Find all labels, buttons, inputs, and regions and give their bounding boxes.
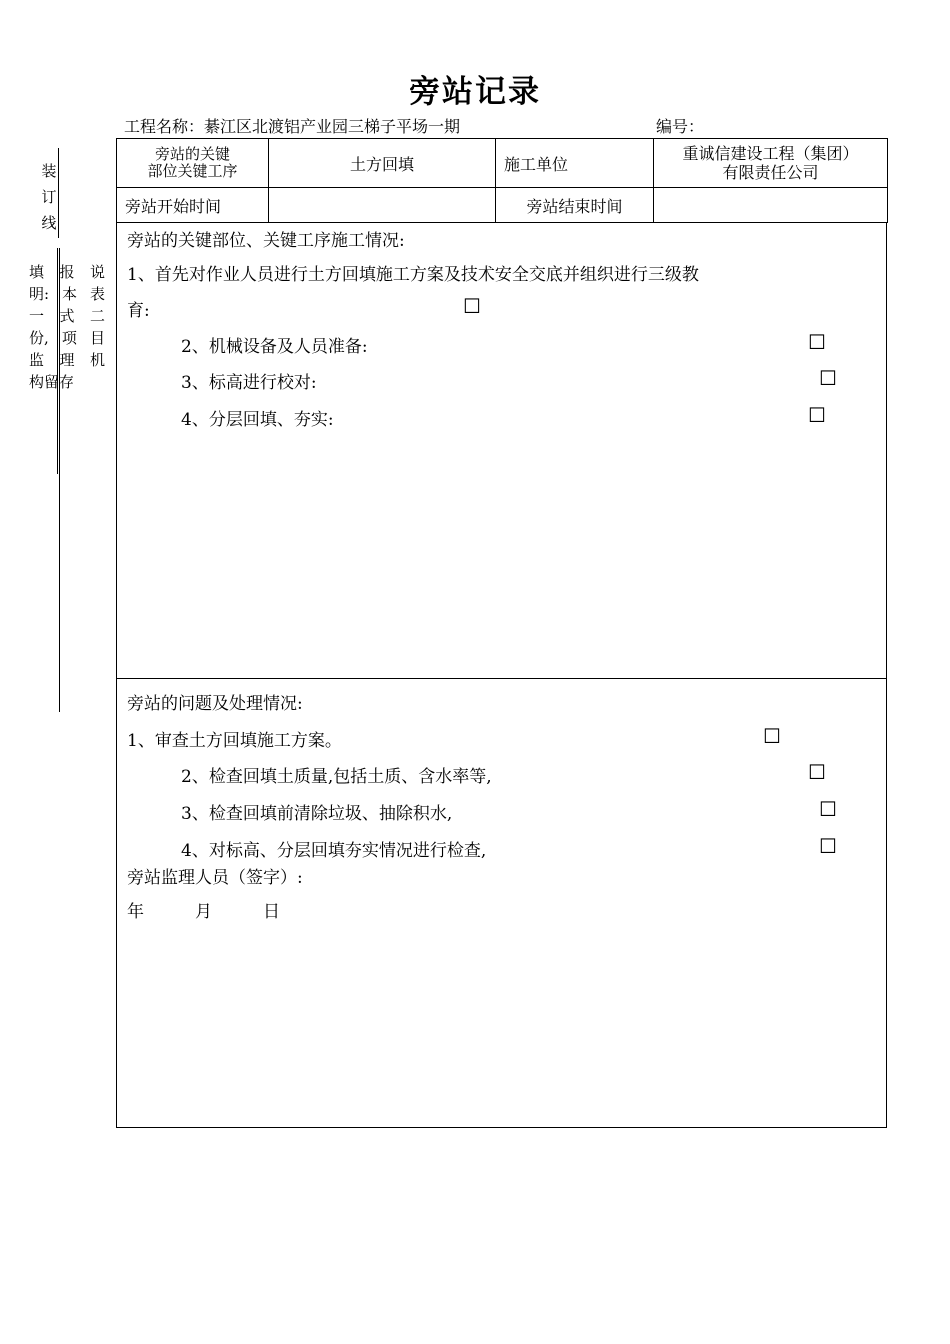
record-number-label: 编号： [656,117,705,136]
note-char: 一 [29,307,45,325]
checkbox-check3[interactable]: ☐ [819,797,837,821]
note-char: 理 [59,351,75,369]
end-time-value[interactable] [654,188,888,223]
binding-line-label [40,160,58,238]
section1-heading: 旁站的关键部位、关键工序施工情况: [127,231,405,251]
note-char: 机 [89,351,105,369]
note-char: 存 [59,373,75,391]
project-name-label: 工程名称： [124,117,205,136]
note-char: 留 [44,373,60,391]
header-table [116,138,888,223]
supervisor-signature-label: 旁站监理人员（签字）: [127,868,303,888]
problems-handling-section [116,678,887,1128]
note-char: 项 [61,329,77,347]
checkbox-check1[interactable]: ☐ [763,724,781,748]
note-char: 二 [89,307,105,325]
note-char: 式 [59,307,75,325]
date-day-label: 日 [263,902,280,922]
checkbox-check4[interactable]: ☐ [819,834,837,858]
note-char: 份, [29,329,49,347]
contractor-value[interactable]: 重诚信建设工程（集团） 有限责任公司 [654,139,888,188]
checkbox-item3[interactable]: ☐ [819,366,837,390]
date-month-label: 月 [195,902,212,922]
construction-status-section [116,222,887,679]
checkbox-item1[interactable]: ☐ [463,294,481,318]
start-time-label: 旁站开始时间 [117,188,269,223]
note-char: 表 [89,285,105,303]
section1-item2: 2、机械设备及人员准备: [181,337,368,357]
section1-item1-cont: 育: [127,301,150,321]
note-char: 说 [89,263,105,281]
project-name-line [124,114,460,137]
note-char: 本 [62,285,78,303]
contractor-label: 施工单位 [496,139,654,188]
binding-rule-top [58,148,59,238]
section2-item2: 2、检查回填土质量,包括土质、含水率等, [181,767,492,787]
note-char: 报 [59,263,75,281]
section2-heading: 旁站的问题及处理情况: [127,694,303,714]
section1-item4: 4、分层回填、夯实: [181,410,334,430]
end-time-label: 旁站结束时间 [496,188,654,223]
section1-item3: 3、标高进行校对: [181,373,317,393]
key-part-label: 旁站的关键 部位关键工序 [117,139,269,188]
section1-item1: 1、首先对作业人员进行土方回填施工方案及技术安全交底并组织进行三级教 [127,265,699,285]
binding-char: 订 [41,188,57,206]
note-char: 目 [89,329,105,347]
checkbox-item4[interactable]: ☐ [808,403,826,427]
checkbox-item2[interactable]: ☐ [808,330,826,354]
project-name-value: 綦江区北渡铝产业园三梯子平场一期 [204,117,461,136]
key-part-value[interactable]: 土方回填 [269,139,496,188]
section2-item4: 4、对标高、分层回填夯实情况进行检查, [181,841,487,861]
fill-instruction-note [29,261,105,393]
page-title: 旁站记录 [409,74,541,110]
note-char: 构 [29,373,45,391]
binding-rule-bottom [59,474,60,712]
binding-char: 装 [41,162,57,180]
date-year-label: 年 [127,902,144,922]
binding-char: 线 [41,214,57,232]
note-char: 监 [29,351,45,369]
section2-item3: 3、检查回填前清除垃圾、抽除积水, [181,804,453,824]
note-char: 填 [29,263,45,281]
start-time-value[interactable] [269,188,496,223]
checkbox-check2[interactable]: ☐ [808,760,826,784]
section2-item1: 1、审查土方回填施工方案。 [127,731,342,751]
note-char: 明: [29,285,50,303]
